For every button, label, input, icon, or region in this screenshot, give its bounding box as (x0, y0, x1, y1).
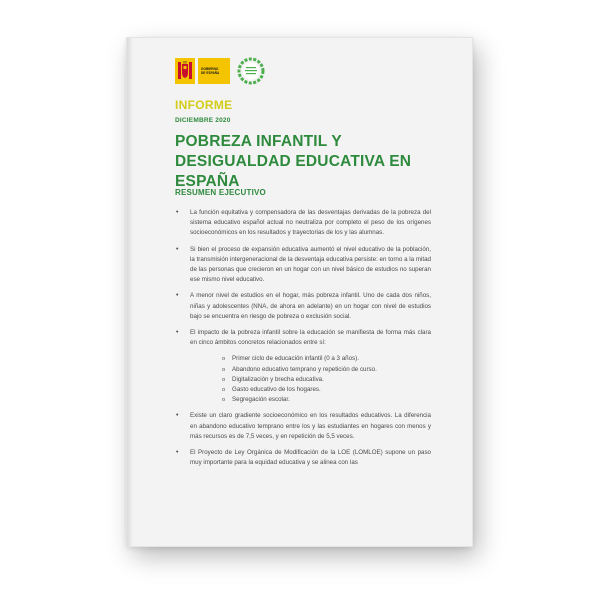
government-line2: DE ESPAÑA (201, 71, 220, 75)
bullet-marker: • (176, 245, 179, 253)
bullet-item (175, 245, 431, 286)
sub-bullet-marker: o (222, 366, 226, 373)
bullet-text: El impacto de la pobreza infantil sobre la educación se manifiesta de forma más clara en cinco ámbitos concretos relacionados entre sí: (190, 329, 431, 347)
bullet-text: La función equitativa y compensadora de las desventajas derivadas de la pobreza del sistema educativo español actual no neutraliza por completo el peso de los orígenes socioeconómicos en los resultados y trayectorias de los y las alumnas. (190, 209, 431, 237)
bullet-marker: • (176, 449, 179, 457)
bullet-text: El Proyecto de Ley Orgánica de Modificación de la LOE (LOMLOE) supone un paso muy importante para la equidad educativa y se alinea con las (190, 449, 431, 467)
government-line1: GOBIERNO (201, 67, 219, 71)
bullet-item (175, 208, 431, 239)
bullet-item (175, 291, 431, 322)
sub-list-item (222, 395, 431, 405)
sub-list-item (222, 365, 431, 375)
sub-bullet-marker: o (222, 376, 226, 383)
sub-item-text: Abandono educativo temprano y repetición de curso. (232, 365, 377, 373)
report-tag: INFORME (175, 98, 233, 112)
bullet-marker: • (176, 209, 179, 216)
bullet-item (175, 411, 431, 442)
bullet-marker: • (176, 329, 179, 337)
coat-of-arms-icon (175, 58, 195, 84)
bullet-marker: • (176, 412, 179, 420)
bullet-item (175, 448, 431, 468)
sub-list-item (222, 385, 431, 395)
logo-bar (175, 56, 266, 86)
bullet-text: Si bien el proceso de expansión educativa aumentó el nivel educativo de la población, la transmisión intergeneracional de la desventaja educativa persiste: en torno a la mitad de las personas que crecieron en un hogar con un nivel básico de estudios no superan ese mismo nivel educativo. (190, 245, 431, 284)
sub-list-item (222, 354, 431, 364)
bullet-item (175, 328, 431, 405)
sub-list (222, 354, 431, 405)
report-title: POBREZA INFANTIL Y DESIGUALDAD EDUCATIVA EN ESPAÑA (175, 133, 412, 190)
bullet-marker: • (176, 292, 179, 300)
sub-bullet-marker: o (222, 387, 226, 394)
sub-bullet-marker: o (222, 356, 226, 363)
sub-item-text: Gasto educativo de los hogares. (232, 386, 321, 394)
report-date: DICIEMBRE 2020 (175, 117, 231, 124)
bullet-text: Existe un claro gradiente socioeconómico en los resultados educativos. La diferencia en abandono educativo temprano entre los y las estudiantes en hogares con menos y más recursos es de 7,5 veces, y en repetición de 5,5 veces. (190, 412, 431, 440)
summary-body (175, 208, 431, 474)
sub-list-item (222, 375, 431, 385)
sub-item-text: Primer ciclo de educación infantil (0 a 3 años). (232, 355, 359, 363)
government-wordmark (198, 58, 230, 84)
bullet-text: A menor nivel de estudios en el hogar, más pobreza infantil. Uno de cada dos niños, niñas y adolescentes (NNA, de ahora en adelante) en un hogar con nivel de estudios bajo se encuentra en riesgo de pobreza o exclusión social. (190, 292, 431, 320)
government-logo (175, 58, 230, 84)
sub-bullet-marker: o (222, 397, 226, 404)
sub-item-text: Digitalización y brecha educativa. (232, 375, 324, 383)
document-page (127, 38, 472, 546)
sub-item-text: Segregación escolar. (232, 396, 290, 404)
section-heading: RESUMEN EJECUTIVO (175, 188, 266, 197)
ring-logo-icon (236, 56, 266, 86)
